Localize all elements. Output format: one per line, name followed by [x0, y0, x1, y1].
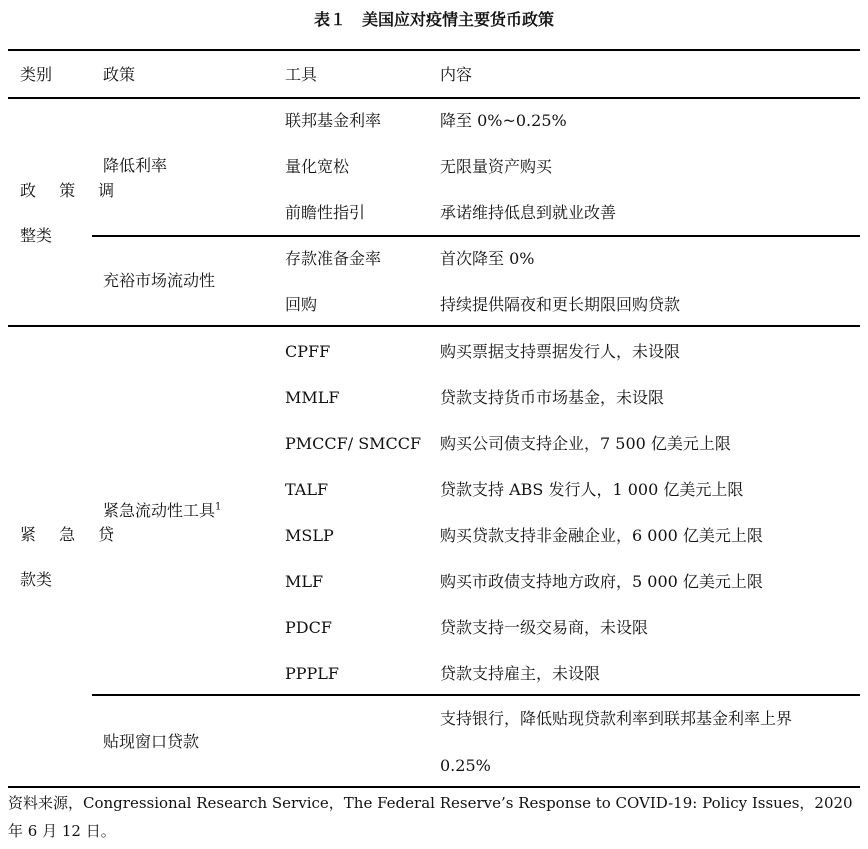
policy-cell-liquidity: 充裕市场流动性: [103, 271, 216, 290]
subgroup-rule-1: [92, 235, 860, 237]
policy-cell-emergency-label: 紧急流动性工具: [103, 501, 216, 520]
header-category: 类别: [20, 65, 53, 84]
tool-cell: TALF: [285, 480, 329, 499]
content-cell: 降至 0%~0.25%: [440, 111, 567, 130]
content-cell: 贷款支持雇主，未设限: [440, 664, 601, 683]
table-title: 表１ 美国应对疫情主要货币政策: [313, 10, 554, 29]
content-cell: 购买公司债支持企业，7 500 亿美元上限: [440, 434, 731, 453]
policy-cell-discount-window: 贴现窗口贷款: [103, 732, 200, 751]
source-note: 资料来源，Congressional Research Service，The Federal Reserve’s Response to COVID-19: Policy Issues，2020 年 6 月 12 日。: [8, 794, 853, 840]
policy-cell-lower-rates: 降低利率: [103, 156, 168, 175]
bottom-rule: [8, 786, 860, 788]
top-rule: [8, 49, 860, 51]
tool-cell: MMLF: [285, 388, 340, 407]
subgroup-rule-2: [92, 694, 860, 696]
header-rule: [8, 97, 860, 99]
content-cell: 购买贷款支持非金融企业，6 000 亿美元上限: [440, 526, 763, 545]
tool-cell: 联邦基金利率: [285, 111, 382, 130]
header-content: 内容: [440, 65, 473, 84]
content-cell: 贷款支持一级交易商，未设限: [440, 618, 649, 637]
tool-cell: MLF: [285, 572, 324, 591]
content-cell-line1: 支持银行，降低贴现贷款利率到联邦基金利率上界: [440, 709, 793, 728]
category-cell-2-line2: 款类: [20, 570, 53, 589]
tool-cell: CPFF: [285, 342, 331, 361]
tool-cell: 回购: [285, 295, 318, 314]
tool-cell: PMCCF/ SMCCF: [285, 434, 422, 453]
content-cell: 无限量资产购买: [440, 157, 553, 176]
tool-cell: 量化宽松: [285, 157, 350, 176]
tool-cell: PDCF: [285, 618, 332, 637]
tool-cell: PPPLF: [285, 664, 340, 683]
category-cell-1-line2: 整类: [20, 226, 53, 245]
group-rule: [8, 325, 860, 327]
content-cell-line2: 0.25%: [440, 756, 491, 775]
content-cell: 承诺维持低息到就业改善: [440, 203, 617, 222]
footnote-marker: 1: [215, 501, 222, 513]
tool-cell: MSLP: [285, 526, 334, 545]
content-cell: 贷款支持货币市场基金，未设限: [440, 388, 665, 407]
tool-cell: 前瞻性指引: [285, 203, 366, 222]
header-policy: 政策: [103, 65, 136, 84]
content-cell: 贷款支持 ABS 发行人，1 000 亿美元上限: [440, 480, 744, 499]
header-tool: 工具: [285, 65, 318, 84]
category-cell-1-line1: 政 策 调: [20, 181, 124, 200]
policy-cell-emergency: [103, 500, 221, 522]
category-cell-2-line1: 紧 急 贷: [20, 525, 124, 544]
content-cell: 持续提供隔夜和更长期限回购贷款: [440, 295, 681, 314]
content-cell: 购买市政债支持地方政府，5 000 亿美元上限: [440, 572, 763, 591]
tool-cell: 存款准备金率: [285, 249, 382, 268]
content-cell: 首次降至 0%: [440, 249, 535, 268]
content-cell: 购买票据支持票据发行人，未设限: [440, 342, 681, 361]
